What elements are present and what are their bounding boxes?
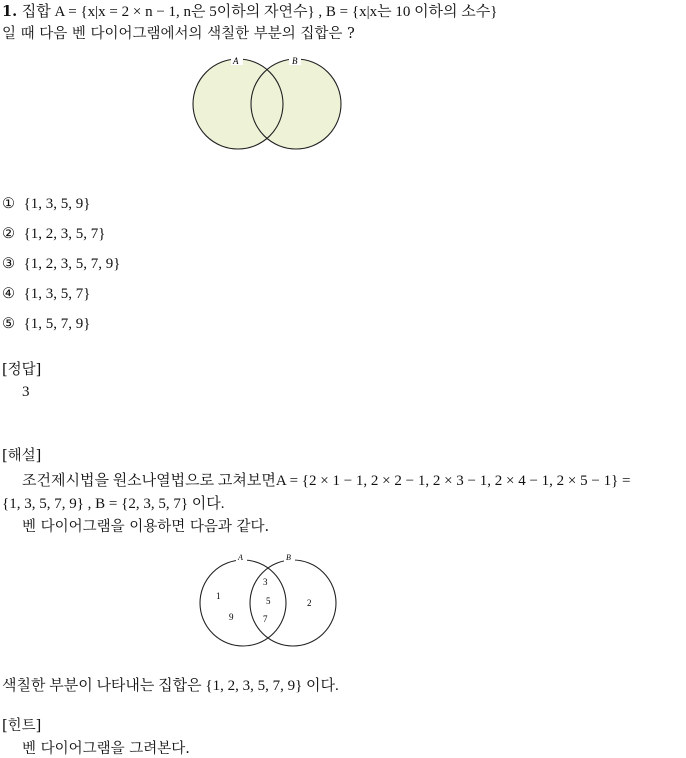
option-1-text: {1, 3, 5, 9} <box>23 196 91 212</box>
option-2[interactable] <box>2 226 106 243</box>
hint-heading: [힌트] <box>2 718 42 734</box>
question-header <box>2 0 497 21</box>
answer-heading: [정답] <box>2 362 42 378</box>
option-1[interactable] <box>2 196 91 213</box>
element-9: 9 <box>229 612 234 622</box>
option-3-text: {1, 2, 3, 5, 7, 9} <box>23 256 121 272</box>
question-number: 1. <box>2 3 18 20</box>
option-2-mark: ② <box>2 226 15 242</box>
option-4-mark: ④ <box>2 286 15 302</box>
question-line-1: 집합 A = {x|x = 2 × n − 1, n은 5이하의 자연수} , B = {x|x는 10 이하의 소수} <box>21 4 498 20</box>
venn-diagram-question <box>188 52 348 156</box>
hint-text: 벤 다이어그램을 그려본다. <box>22 741 190 757</box>
option-4-text: {1, 3, 5, 7} <box>23 286 91 302</box>
option-5[interactable] <box>2 316 91 333</box>
set-b-label: B <box>292 56 298 66</box>
option-4[interactable] <box>2 286 91 303</box>
explanation-line-1: 조건제시법을 원소나열법으로 고쳐보면A = {2 × 1 − 1, 2 × 2 − 1, 2 × 3 − 1, 2 × 4 − 1, 2 × 5 − 1} = <box>22 473 631 489</box>
answer-value: 3 <box>22 384 30 400</box>
element-3: 3 <box>263 577 268 587</box>
explanation-line-2: {1, 3, 5, 7, 9} , B = {2, 3, 5, 7} 이다. <box>2 496 225 512</box>
element-7: 7 <box>263 614 268 624</box>
option-5-text: {1, 5, 7, 9} <box>23 316 91 332</box>
venn-diagram-explanation <box>193 550 343 650</box>
question-line-2: 일 때 다음 벤 다이어그램에서의 색칠한 부분의 집합은 ? <box>2 26 355 42</box>
explanation-line-4: 색칠한 부분이 나타내는 집합은 {1, 2, 3, 5, 7, 9} 이다. <box>2 678 339 694</box>
element-2: 2 <box>307 598 312 608</box>
option-5-mark: ⑤ <box>2 316 15 332</box>
set-b-label: B <box>286 553 291 562</box>
option-3[interactable] <box>2 256 121 273</box>
option-1-mark: ① <box>2 196 15 212</box>
venn-1-fills <box>193 59 341 149</box>
explanation-line-3: 벤 다이어그램을 이용하면 다음과 같다. <box>22 519 270 535</box>
option-3-mark: ③ <box>2 256 15 272</box>
explanation-heading: [해설] <box>2 448 42 464</box>
element-1: 1 <box>216 591 221 601</box>
set-a-label: A <box>238 553 243 562</box>
set-a-label: A <box>233 56 239 66</box>
element-5: 5 <box>266 596 271 606</box>
set-a-circle <box>200 560 286 646</box>
set-b-circle <box>250 560 336 646</box>
option-2-text: {1, 2, 3, 5, 7} <box>23 226 106 242</box>
